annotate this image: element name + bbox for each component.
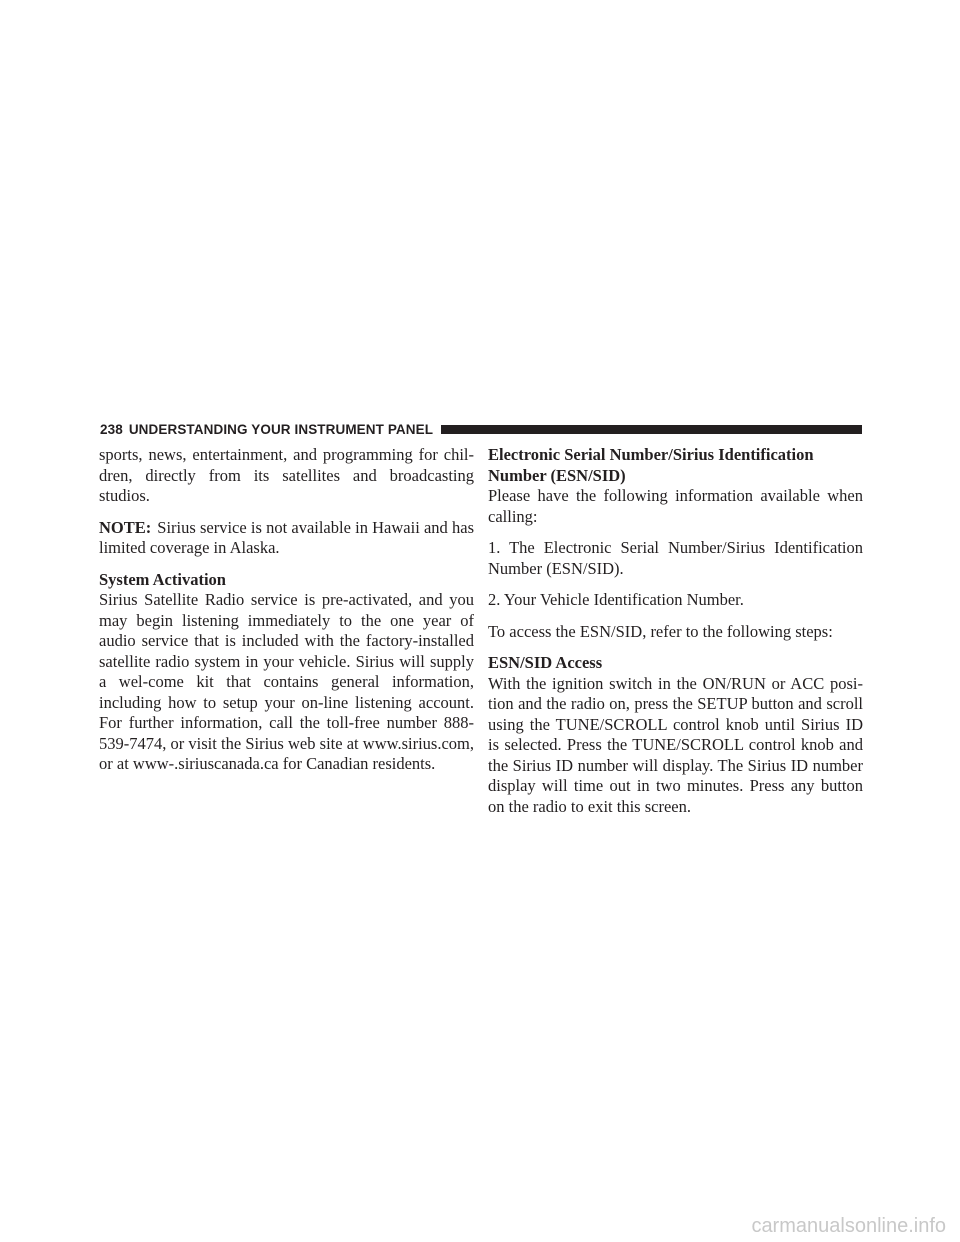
note-label: NOTE: (99, 517, 152, 537)
esn-sid-access-heading: ESN/SID Access (488, 653, 603, 672)
esn-sid-access-body: With the ignition switch in the ON/RUN or ACC posi-tion and the radio on, press the SETUP button and scroll using the TUNE/SCROLL control knob until Sirius ID is selected. Press the TUNE/SCROLL control knob and the Sirius ID number will display. The Sirius ID number display will time out in two minutes. Press any button on the radio to exit this screen. (488, 673, 863, 816)
list-item-1: 1. The Electronic Serial Number/Sirius Identification Number (ESN/SID). (488, 538, 863, 578)
intro-paragraph: sports, news, entertainment, and programming for chil-dren, directly from its satellites and broadcasting studios. (99, 445, 474, 505)
list-item-2: 2. Your Vehicle Identification Number. (488, 590, 744, 609)
system-activation-heading: System Activation (99, 569, 226, 589)
left-column (99, 445, 474, 786)
access-intro: To access the ESN/SID, refer to the following steps: (488, 621, 833, 641)
note-text: Sirius service is not available in Hawaii and has limited coverage in Alaska. (99, 517, 474, 557)
section-title: UNDERSTANDING YOUR INSTRUMENT PANEL (128, 421, 434, 437)
esn-heading: Electronic Serial Number/Sirius Identification Number (ESN/SID) (488, 445, 814, 485)
watermark: carmanualsonline.info (751, 1215, 946, 1237)
page-number: 238 (100, 421, 123, 437)
right-column (488, 445, 863, 828)
system-activation-body: Sirius Satellite Radio service is pre-activated, and you may begin listening immediately to the one year of audio service that is included with the factory-installed satellite radio system in your vehicle. Sirius will supply a wel-come kit that contains general information, including how to setup your on-line listening account. For further information, call the toll-free number 888-539-7474, or visit the Sirius web site at www.sirius.com, or at www-.siriuscanada.ca for Canadian residents. (99, 590, 474, 773)
esn-intro: Please have the following information available when calling: (488, 486, 863, 526)
header-rule (441, 425, 862, 434)
note-paragraph (99, 518, 474, 559)
page-header (100, 420, 862, 438)
